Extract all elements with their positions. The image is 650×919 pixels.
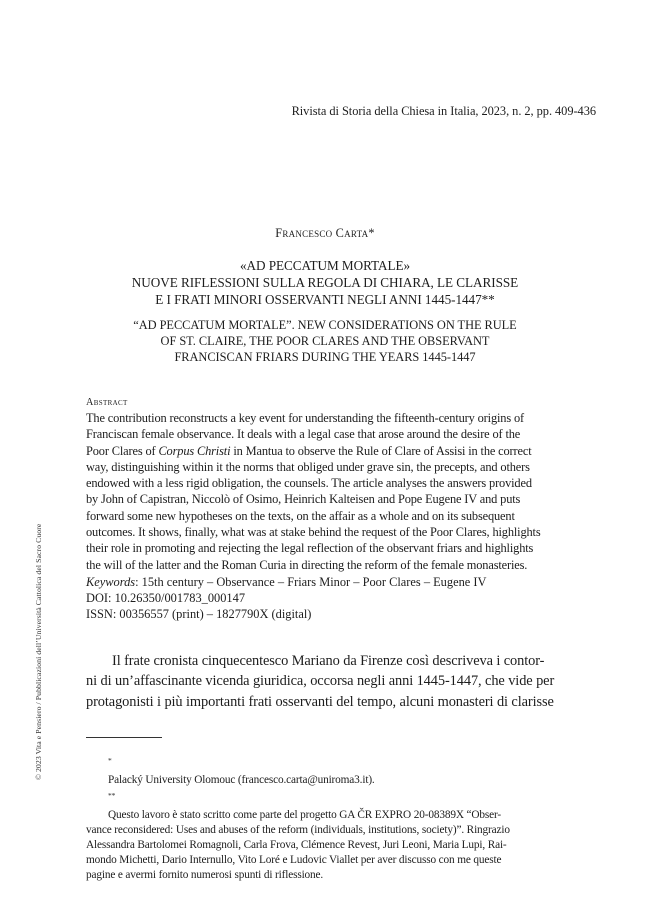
abstract-body [86,410,596,573]
italic-title: Corpus Christi [158,443,231,458]
issn-line: ISSN: 00356557 (print) – 1827790X (digital) [86,607,312,622]
footnotes [86,753,596,883]
footnote-marker: ** [108,790,116,800]
doi-line: DOI: 10.26350/001783_000147 [86,591,246,606]
footnote-line: vance reconsidered: Uses and abuses of the reform (individuals, institutions, society)”. Ringrazio [86,823,510,836]
abstract-line: outcomes. It shows, finally, what was at stake behind the request of the Poor Clares, highlights [86,525,541,540]
english-title-line: FRANCISCAN FRIARS DURING THE YEARS 1445-1447 [174,349,476,364]
abstract-line: Franciscan female observance. It deals with a legal case that arose around the desire of the [86,427,521,442]
abstract-line: forward some new hypotheses on the texts, on the affair as a whole and on its subsequent [86,508,515,523]
keywords-line [86,574,596,590]
abstract-line: way, distinguishing within it the norms that obliged under grave sin, the precepts, and others [86,459,530,474]
english-title-line: OF ST. CLAIRE, THE POOR CLARES AND THE OBSERVANT [160,333,490,348]
abstract-line: The contribution reconstructs a key event for understanding the fifteenth-century origins of [86,411,524,425]
footnote-separator [86,737,162,738]
abstract-heading: Abstract [86,397,128,408]
footnote-marker: * [108,756,112,765]
copyright-notice: © 2023 Vita e Pensiero / Pubblicazioni dell’Università Cattolica del Sacro Cuore [34,523,43,780]
body-line: protagonisti i più importanti frati osservanti del tempo, alcuni monasteri di clarisse [86,693,554,710]
italian-title-line: «AD PECCATUM MORTALE» [239,258,410,273]
abstract-line: by John of Capistran, Niccolò of Osimo, Heinrich Kalteisen and Pope Eugene IV and puts [86,492,521,507]
body-line: Il frate cronista cinquecentesco Mariano da Firenze così descriveva i contor- [112,653,545,669]
footnote-text: Palacký University Olomouc (francesco.carta@uniroma3.it). [108,773,375,786]
keywords-text: : 15th century – Observance – Friars Minor – Poor Clares – Eugene IV [135,575,487,589]
body-line: ni di un’affascinante vicenda giuridica, occorsa negli anni 1445-1447, che vide per [86,673,555,690]
article-metadata [86,574,596,623]
footnote-line: mondo Michetti, Dario Internullo, Vito Loré e Ludovic Viallet per aver discusso con me queste [86,853,502,866]
abstract-line: their role in promoting and rejecting the legal reflection of the observant friars and highlights [86,541,534,556]
running-head: Rivista di Storia della Chiesa in Italia, 2023, n. 2, pp. 409-436 [291,104,596,118]
english-title-line: “AD PECCATUM MORTALE”. NEW CONSIDERATIONS ON THE RULE [133,318,517,332]
footnote-text: Questo lavoro è stato scritto come parte del progetto GA ČR EXPRO 20-08389X “Obser- [108,808,501,821]
body-text [86,651,596,712]
author-name: Francesco Carta* [275,226,375,240]
keywords-label: Keywords [86,575,136,589]
italian-title [0,258,650,308]
abstract-line: endowed with a less rigid obligation, the counsels. The article analyses the answers provided [86,476,532,491]
abstract-line: the will of the latter and the Roman Curia in directing the reform of the female monasteries. [86,557,528,572]
footnote-1 [86,753,596,788]
footnote-2 [86,788,596,823]
footnote-line: Alessandra Bartolomei Romagnoli, Carla Frova, Clémence Revest, Juri Leoni, Maria Lupi, Rai- [86,838,507,851]
english-title [0,318,650,365]
abstract-line: Poor Clares of Corpus Christi in Mantua to observe the Rule of Clare of Assisi in the correct [86,443,532,458]
footnote-line: pagine e avermi fornito numerosi spunti di riflessione. [86,868,324,881]
italian-title-line: E I FRATI MINORI OSSERVANTI NEGLI ANNI 1445-1447** [155,291,495,307]
italian-title-line: NUOVE RIFLESSIONI SULLA REGOLA DI CHIARA, LE CLARISSE [131,274,519,290]
